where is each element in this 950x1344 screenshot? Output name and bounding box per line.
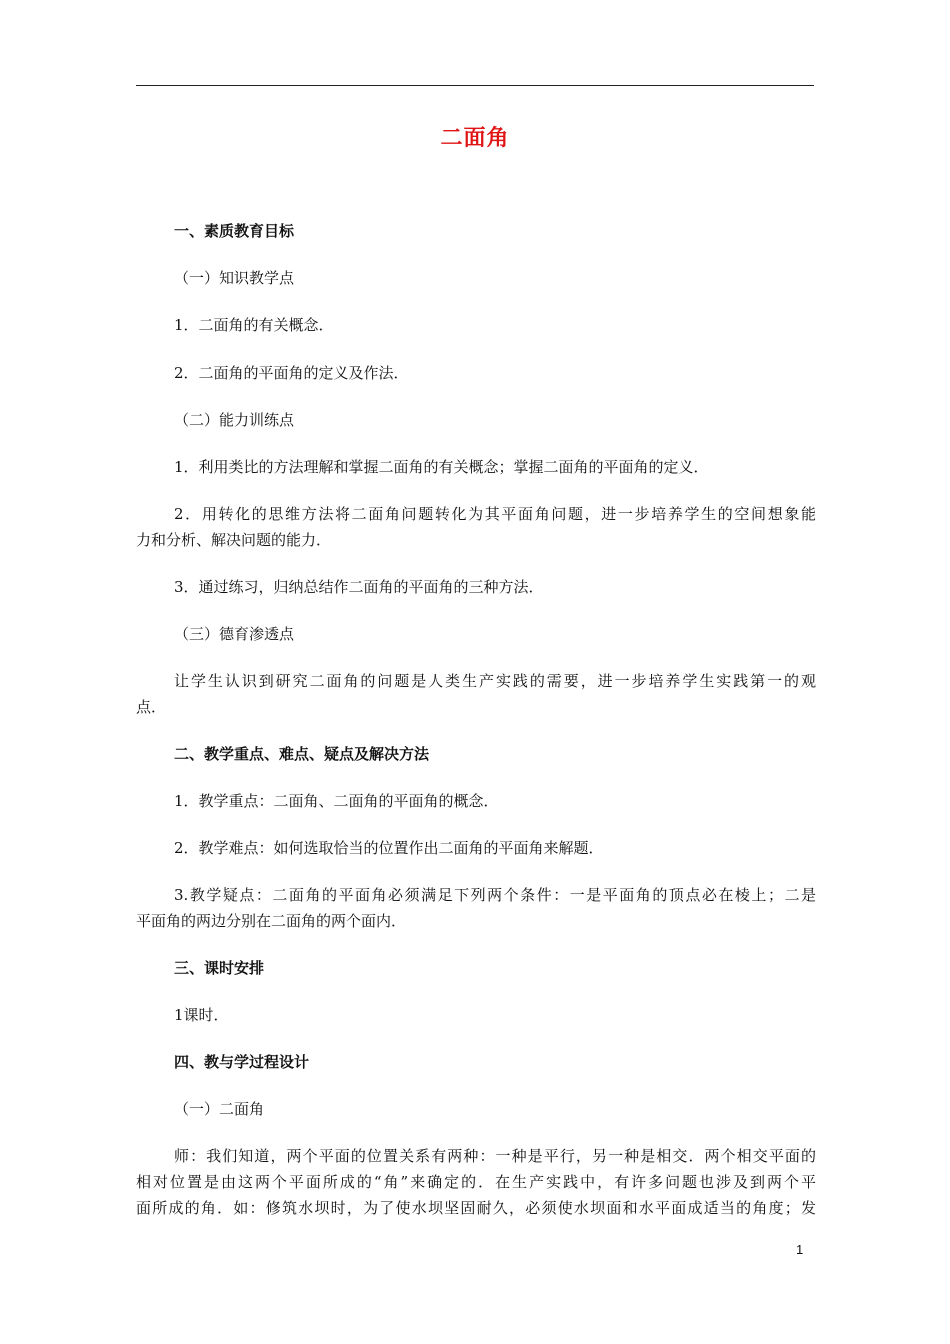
subsection-ability: （二）能力训练点 bbox=[174, 411, 295, 429]
ability-item-2-line-1: 2．用转化的思维方法将二面角问题转化为其平面角问题，进一步培养学生的空间想象能 bbox=[174, 505, 816, 523]
section-heading-2: 二、教学重点、难点、疑点及解决方法 bbox=[174, 745, 430, 763]
class-hours-text: 1课时． bbox=[174, 1006, 229, 1024]
doubt-item-line-1: 3.教学疑点：二面角的平面角必须满足下列两个条件：一是平面角的顶点必在棱上；二是 bbox=[174, 886, 816, 904]
section-heading-4: 四、教与学过程设计 bbox=[174, 1053, 310, 1071]
key-point-item: 1．教学重点：二面角、二面角的平面角的概念． bbox=[174, 792, 499, 810]
teacher-text-line-1: 师：我们知道，两个平面的位置关系有两种：一种是平行，另一种是相交．两个相交平面的 bbox=[174, 1147, 816, 1165]
teacher-text-line-2: 相对位置是由这两个平面所成的“角”来确定的．在生产实践中，有许多问题也涉及到两个平 bbox=[136, 1173, 816, 1191]
ability-item-1: 1．利用类比的方法理解和掌握二面角的有关概念；掌握二面角的平面角的定义． bbox=[174, 458, 709, 476]
teacher-text-line-3: 面所成的角．如：修筑水坝时，为了使水坝坚固耐久，必须使水坝面和水平面成适当的角度；发 bbox=[136, 1199, 816, 1217]
moral-text-line-2: 点． bbox=[136, 698, 167, 716]
header-rule bbox=[136, 85, 814, 86]
subsection-knowledge: （一）知识教学点 bbox=[174, 269, 295, 287]
moral-text-line-1: 让学生认识到研究二面角的问题是人类生产实践的需要，进一步培养学生实践第一的观 bbox=[174, 672, 816, 690]
difficulty-item: 2．教学难点：如何选取恰当的位置作出二面角的平面角来解题． bbox=[174, 839, 604, 857]
subsection-moral: （三）德育渗透点 bbox=[174, 625, 295, 643]
section-heading-1: 一、素质教育目标 bbox=[174, 222, 295, 240]
knowledge-item-2: 2．二面角的平面角的定义及作法． bbox=[174, 364, 409, 382]
doubt-item-line-2: 平面角的两边分别在二面角的两个面内． bbox=[136, 912, 407, 930]
page-title: 二面角 bbox=[440, 126, 510, 151]
ability-item-2-line-2: 力和分析、解决问题的能力． bbox=[136, 531, 332, 549]
knowledge-item-1: 1．二面角的有关概念． bbox=[174, 316, 334, 334]
ability-item-3: 3．通过练习，归纳总结作二面角的平面角的三种方法． bbox=[174, 578, 544, 596]
subsection-dihedral-angle: （一）二面角 bbox=[174, 1100, 265, 1118]
section-heading-3: 三、课时安排 bbox=[174, 959, 265, 977]
page-number: 1 bbox=[796, 1242, 804, 1257]
